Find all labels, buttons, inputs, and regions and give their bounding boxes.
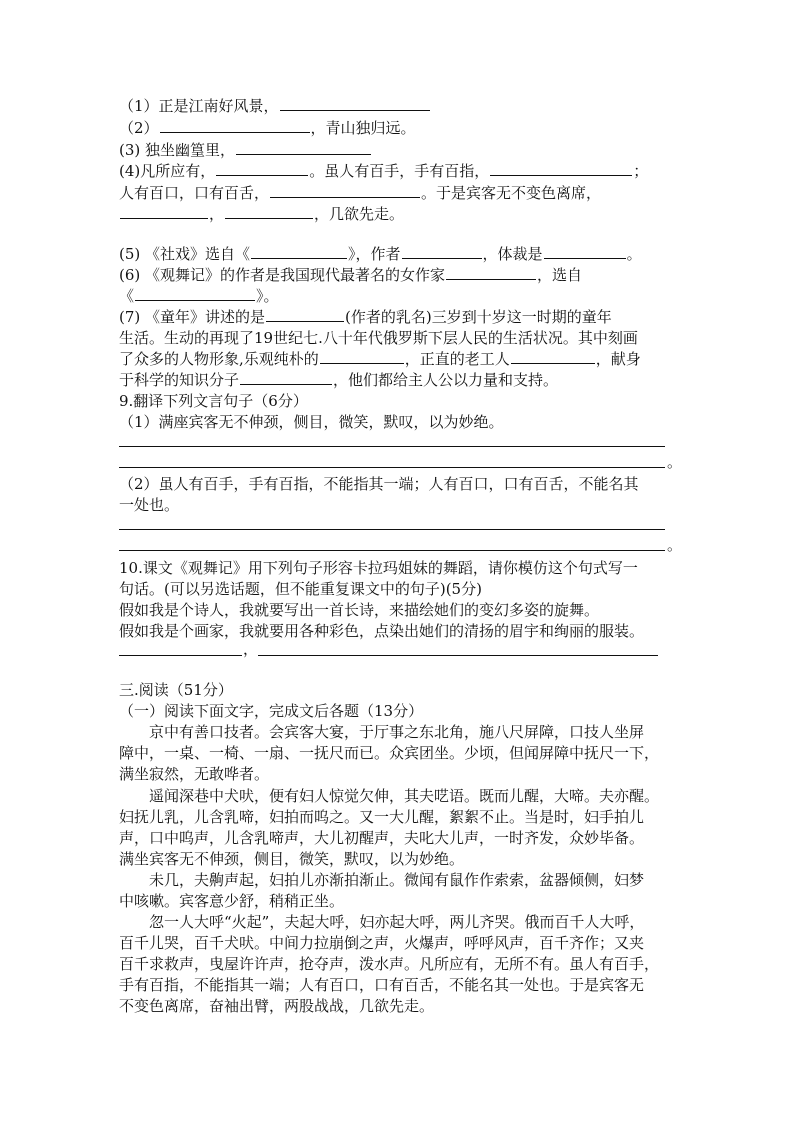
sub-section-title: （一）阅读下面文字，完成文后各题（13分） [119, 702, 424, 720]
answer-blank [251, 243, 347, 259]
answer-blank [266, 306, 344, 322]
q4-line-1 [119, 160, 675, 182]
passage-line: 中咳嗽。宾客意少舒，稍稍正坐。 [119, 892, 345, 910]
passage-line: 妇抚儿乳，儿含乳啼，妇拍而呜之。又一大儿醒，絮絮不止。当是时，妇手拍儿 [119, 808, 645, 826]
q5-text: 》，作者 [348, 245, 401, 263]
answer-blank [216, 160, 308, 176]
q4-line-2 [119, 182, 675, 204]
q9-sentence-2-line-2: 一处也。 [119, 496, 180, 514]
passage-line: 百千儿哭，百千犬吠。中间力拉崩倒之声，火爆声，呼呼风声，百千齐作；又夹 [119, 934, 645, 952]
answer-line [119, 467, 665, 468]
q4-text: 人有百口，口有百舌， [119, 184, 270, 202]
passage-line: 未几，夫齁声起，妇拍儿亦渐拍渐止。微闻有鼠作作索索，盆器倾侧，妇梦 [149, 871, 645, 889]
answer-blank [240, 369, 332, 385]
passage-line: 声，口中呜声，儿含乳啼声，大儿初醒声，夫叱大儿声，一时齐发，众妙毕备。 [119, 829, 645, 847]
q4-line-3 [119, 203, 675, 225]
q7-text: (7) 《童年》讲述的是 [119, 308, 266, 326]
end-period: 。 [667, 536, 683, 554]
q9-sentence-1: （1）满座宾客无不伸颈，侧目，微笑，默叹，以为妙绝。 [119, 413, 504, 431]
q2-prefix: （2） [119, 119, 159, 137]
passage-line: 不变色离席，奋袖出臂，两股战战，几欲先走。 [119, 997, 435, 1015]
q7-text: ，正直的老工人 [404, 350, 510, 368]
q4-text: 。于是宾客无不变色离席， [421, 184, 602, 202]
q7-line-4 [119, 369, 675, 391]
q2-suffix: ，青山独归远。 [310, 119, 416, 137]
q7-line-2: 生活。生动的再现了19世纪七.八十年代俄罗斯下层人民的生活状况。其中刻画 [119, 329, 638, 347]
answer-line [258, 655, 658, 656]
answer-line [119, 446, 665, 447]
passage-line: 满坐寂然，无敢哗者。 [119, 765, 270, 783]
q6-text: 《 [119, 287, 135, 305]
passage-line: 手有百指，不能指其一端；人有百口，口有百舌，不能名其一处也。于是宾客无 [119, 976, 645, 994]
q4-text: (4)凡所应有， [119, 162, 216, 180]
q10-line-1: 10.课文《观舞记》用下列句子形容卡拉玛姐妹的舞蹈，请你模仿这个句式写一 [119, 559, 638, 577]
q9-title: 9.翻译下列文言句子（6分） [119, 392, 308, 410]
q7-text: 了众多的人物形象,乐观纯朴的 [119, 350, 319, 368]
answer-blank [402, 243, 482, 259]
q7-line-1 [119, 306, 675, 328]
q4-text: 。虽人有百手，手有百指， [309, 162, 490, 180]
q10-example-2: 假如我是个画家，我就要用各种彩色，点染出她们的清扬的眉宇和绚丽的服装。 [119, 622, 645, 640]
q5-text: ，体裁是 [482, 245, 543, 263]
q6-line-1 [119, 264, 675, 286]
answer-blank [544, 243, 626, 259]
q1-text: （1）正是江南好风景， [119, 97, 279, 115]
answer-line [119, 550, 665, 551]
q4-text: ； [633, 162, 649, 180]
answer-blank [120, 203, 208, 219]
answer-blank [135, 285, 255, 301]
q3-text: (3) 独坐幽篁里， [119, 141, 236, 159]
answer-blank [446, 264, 536, 280]
q10-line-2: 句话。(可以另选话题，但不能重复课文中的句子)(5分) [119, 580, 482, 598]
q7-text: 于科学的知识分子 [119, 371, 240, 389]
q2-line [119, 117, 675, 139]
q5-text: (5) 《社戏》选自《 [119, 245, 251, 263]
answer-comma: ， [243, 640, 259, 658]
q9-sentence-2-line-1: （2）虽人有百手，手有百指，不能指其一端；人有百口，口有百舌，不能名其 [119, 475, 639, 493]
q4-text: ， [209, 205, 225, 223]
q5-text: 。 [626, 245, 642, 263]
q6-line-2 [119, 285, 675, 307]
section-title: 三.阅读（51分） [119, 681, 233, 699]
q6-text: 》。 [256, 287, 279, 305]
passage-line: 遥闻深巷中犬吠，便有妇人惊觉欠伸，其夫呓语。既而儿醒，大啼。夫亦醒。 [149, 787, 660, 805]
answer-blank [236, 139, 371, 155]
q7-text: (作者的乳名)三岁到十岁这一时期的童年 [345, 308, 612, 326]
q5-line [119, 243, 675, 265]
end-period: 。 [667, 453, 683, 471]
q4-text: ，几欲先走。 [314, 205, 405, 223]
q1-line [119, 95, 675, 117]
answer-blank [511, 348, 595, 364]
q7-text: ，献身 [595, 350, 641, 368]
answer-blank [160, 117, 310, 133]
passage-line: 障中，一桌、一椅、一扇、一抚尺而已。众宾团坐。少顷，但闻屏障中抚尺一下， [119, 744, 660, 762]
passage-line: 满坐宾客无不伸颈，侧目，微笑，默叹，以为妙绝。 [119, 850, 465, 868]
passage-line: 京中有善口技者。会宾客大宴，于厅事之东北角，施八尺屏障，口技人坐屏 [149, 723, 645, 741]
answer-blank [280, 95, 430, 111]
q6-text: (6) 《观舞记》的作者是我国现代最著名的女作家 [119, 266, 446, 284]
q7-text: ，他们都给主人公以力量和支持。 [333, 371, 559, 389]
answer-blank [490, 160, 632, 176]
q7-line-3 [119, 348, 675, 370]
answer-line [119, 529, 665, 530]
passage-line: 百千求救声，曳屋许许声，抢夺声，泼水声。凡所应有，无所不有。虽人有百手， [119, 955, 660, 973]
passage-line: 忽一人大呼“火起”，夫起大呼，妇亦起大呼，两儿齐哭。俄而百千人大呼， [149, 913, 645, 931]
answer-blank [225, 203, 313, 219]
q10-example-1: 假如我是个诗人，我就要写出一首长诗，来描绘她们的变幻多姿的旋舞。 [119, 601, 600, 619]
answer-blank [320, 348, 404, 364]
q6-text: ，选自 [537, 266, 583, 284]
q3-line [119, 139, 675, 161]
answer-line [119, 655, 242, 656]
answer-blank [270, 182, 420, 198]
